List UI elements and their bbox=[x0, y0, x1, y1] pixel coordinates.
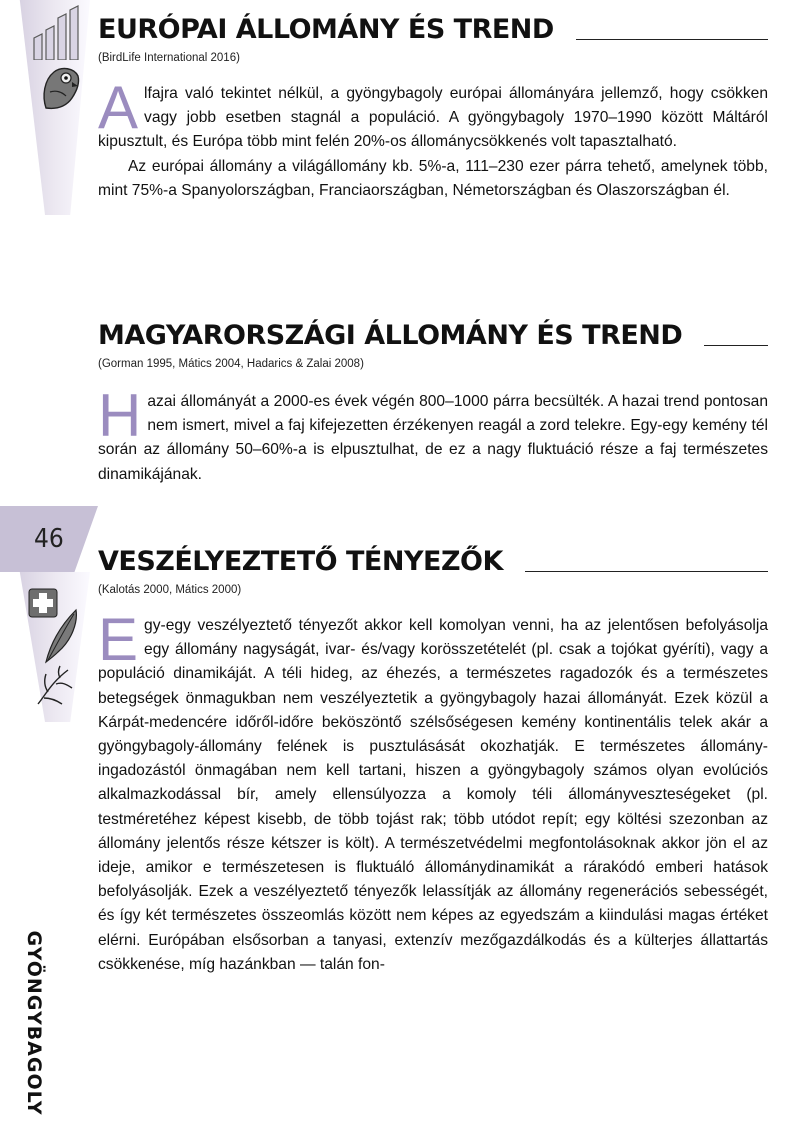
section-source: (Gorman 1995, Mátics 2004, Hadarics & Zalai 2008) bbox=[98, 358, 364, 370]
section-title: EURÓPAI ÁLLOMÁNY ÉS TREND bbox=[98, 14, 554, 45]
paragraph-text: lfajra való tekintet nélkül, a gyöngybagoly európai állományára jellemző, hogy csökken vagy jobb esetben stagnál a populáció. A gyöngybagoly 1970–1990 között Máltáról kipusztult, és Európa több mint felén 20%-os állománycsökkenés volt tapasztalható. bbox=[98, 85, 768, 151]
feather-icon bbox=[40, 606, 82, 664]
section-heading-row bbox=[98, 546, 768, 578]
grass-icon bbox=[34, 664, 76, 706]
heading-rule bbox=[576, 39, 768, 40]
drop-cap: A bbox=[98, 74, 139, 141]
paragraph-text: azai állományát a 2000-es évek végén 800–1000 párra becsülték. A hazai trend pontosan nem ismert, mivel a faj kifejezetten érzékenyen reagál a zord telekre. Egy-egy kemény tél során az állomány 50–60%-a is elpusztulhat, de ez a nagy fluktuáció része a faj természetes dinamikájának. bbox=[98, 393, 768, 483]
section-body bbox=[98, 74, 768, 203]
section-heading-row bbox=[98, 14, 768, 46]
paragraph bbox=[98, 382, 768, 487]
section-title: MAGYARORSZÁGI ÁLLOMÁNY ÉS TREND bbox=[98, 320, 683, 351]
book-spine-label bbox=[4, 930, 64, 1116]
section-title: VESZÉLYEZTETŐ TÉNYEZŐK bbox=[98, 546, 503, 577]
section-heading-row bbox=[98, 320, 768, 352]
paragraph-text: gy-egy veszélyeztető tényezőt akkor kell komolyan venni, ha az jelentősen befolyásolja egy állomány nagyságát, ivar- és/vagy korösszetételét (pl. csak a tojókat gyéríti), vagy a populáció dinamikáját. A téli hideg, az éhezés, a természetes ragadozók és a természetes betegségek önmagukban nem veszélyeztetik a gyöngybagoly hazai állományát. Ezek közül a Kárpát-medencére időről-időre beköszöntő szélsőségesen kemény kontinentális telek akár a gyöngybagoly-állomány felének is pusztulásását okozhatják. E természetes állomány-ingadozástól önmagában nem kell tartani, hiszen a gyöngybagoly számos olyan evolúciós alkalmazkodással bír, amely ellensúlyozza a komoly téli állományveszteségeket (pl. testméretéhez képest kisebb, de több tojást rak; több utódot repít; egy költési szezonban az állomány jelentős része kétszer is költ). A természetvédelmi megfontolásoknak akkor jön el az ideje, amikor e természetesen is fluktuáló állománydinamikát a rárakódó emberi hatások befolyásolják. Ezek a veszélyeztető tényezők lelassítják az állomány regenerációs sebességét, és így két természetes összeomlás között nem képes az egyedszám a kiindulási magas értéket elérni. Európában elsősorban a tanyasi, extenzív mezőgazdálkodás és a külterjes állattartás csökkenése, míg hazánkban — talán fon- bbox=[98, 617, 768, 973]
paragraph bbox=[98, 74, 768, 155]
page-number: 46 bbox=[34, 524, 64, 554]
heading-rule bbox=[525, 571, 768, 572]
owl-icon bbox=[38, 62, 82, 114]
section-european-population bbox=[98, 14, 768, 203]
paragraph bbox=[98, 606, 768, 977]
paragraph: Az európai állomány a világállomány kb. 5%-a, 111–230 ezer párra tehető, amelynek több, mint 75%-a Spanyolországban, Franciaországban, Németországban és Olaszországban él. bbox=[98, 157, 768, 199]
section-threats bbox=[98, 546, 768, 977]
bar-chart-icon bbox=[30, 4, 82, 60]
heading-rule bbox=[704, 345, 768, 346]
section-source: (Kalotás 2000, Mátics 2000) bbox=[98, 584, 242, 596]
section-body bbox=[98, 606, 768, 977]
drop-cap: E bbox=[98, 606, 139, 673]
section-source: (BirdLife International 2016) bbox=[98, 52, 240, 64]
drop-cap: H bbox=[98, 382, 142, 449]
section-body bbox=[98, 382, 768, 487]
section-hungarian-population bbox=[98, 320, 768, 487]
spine-text: GYÖNGYBAGOLY bbox=[23, 930, 45, 1116]
